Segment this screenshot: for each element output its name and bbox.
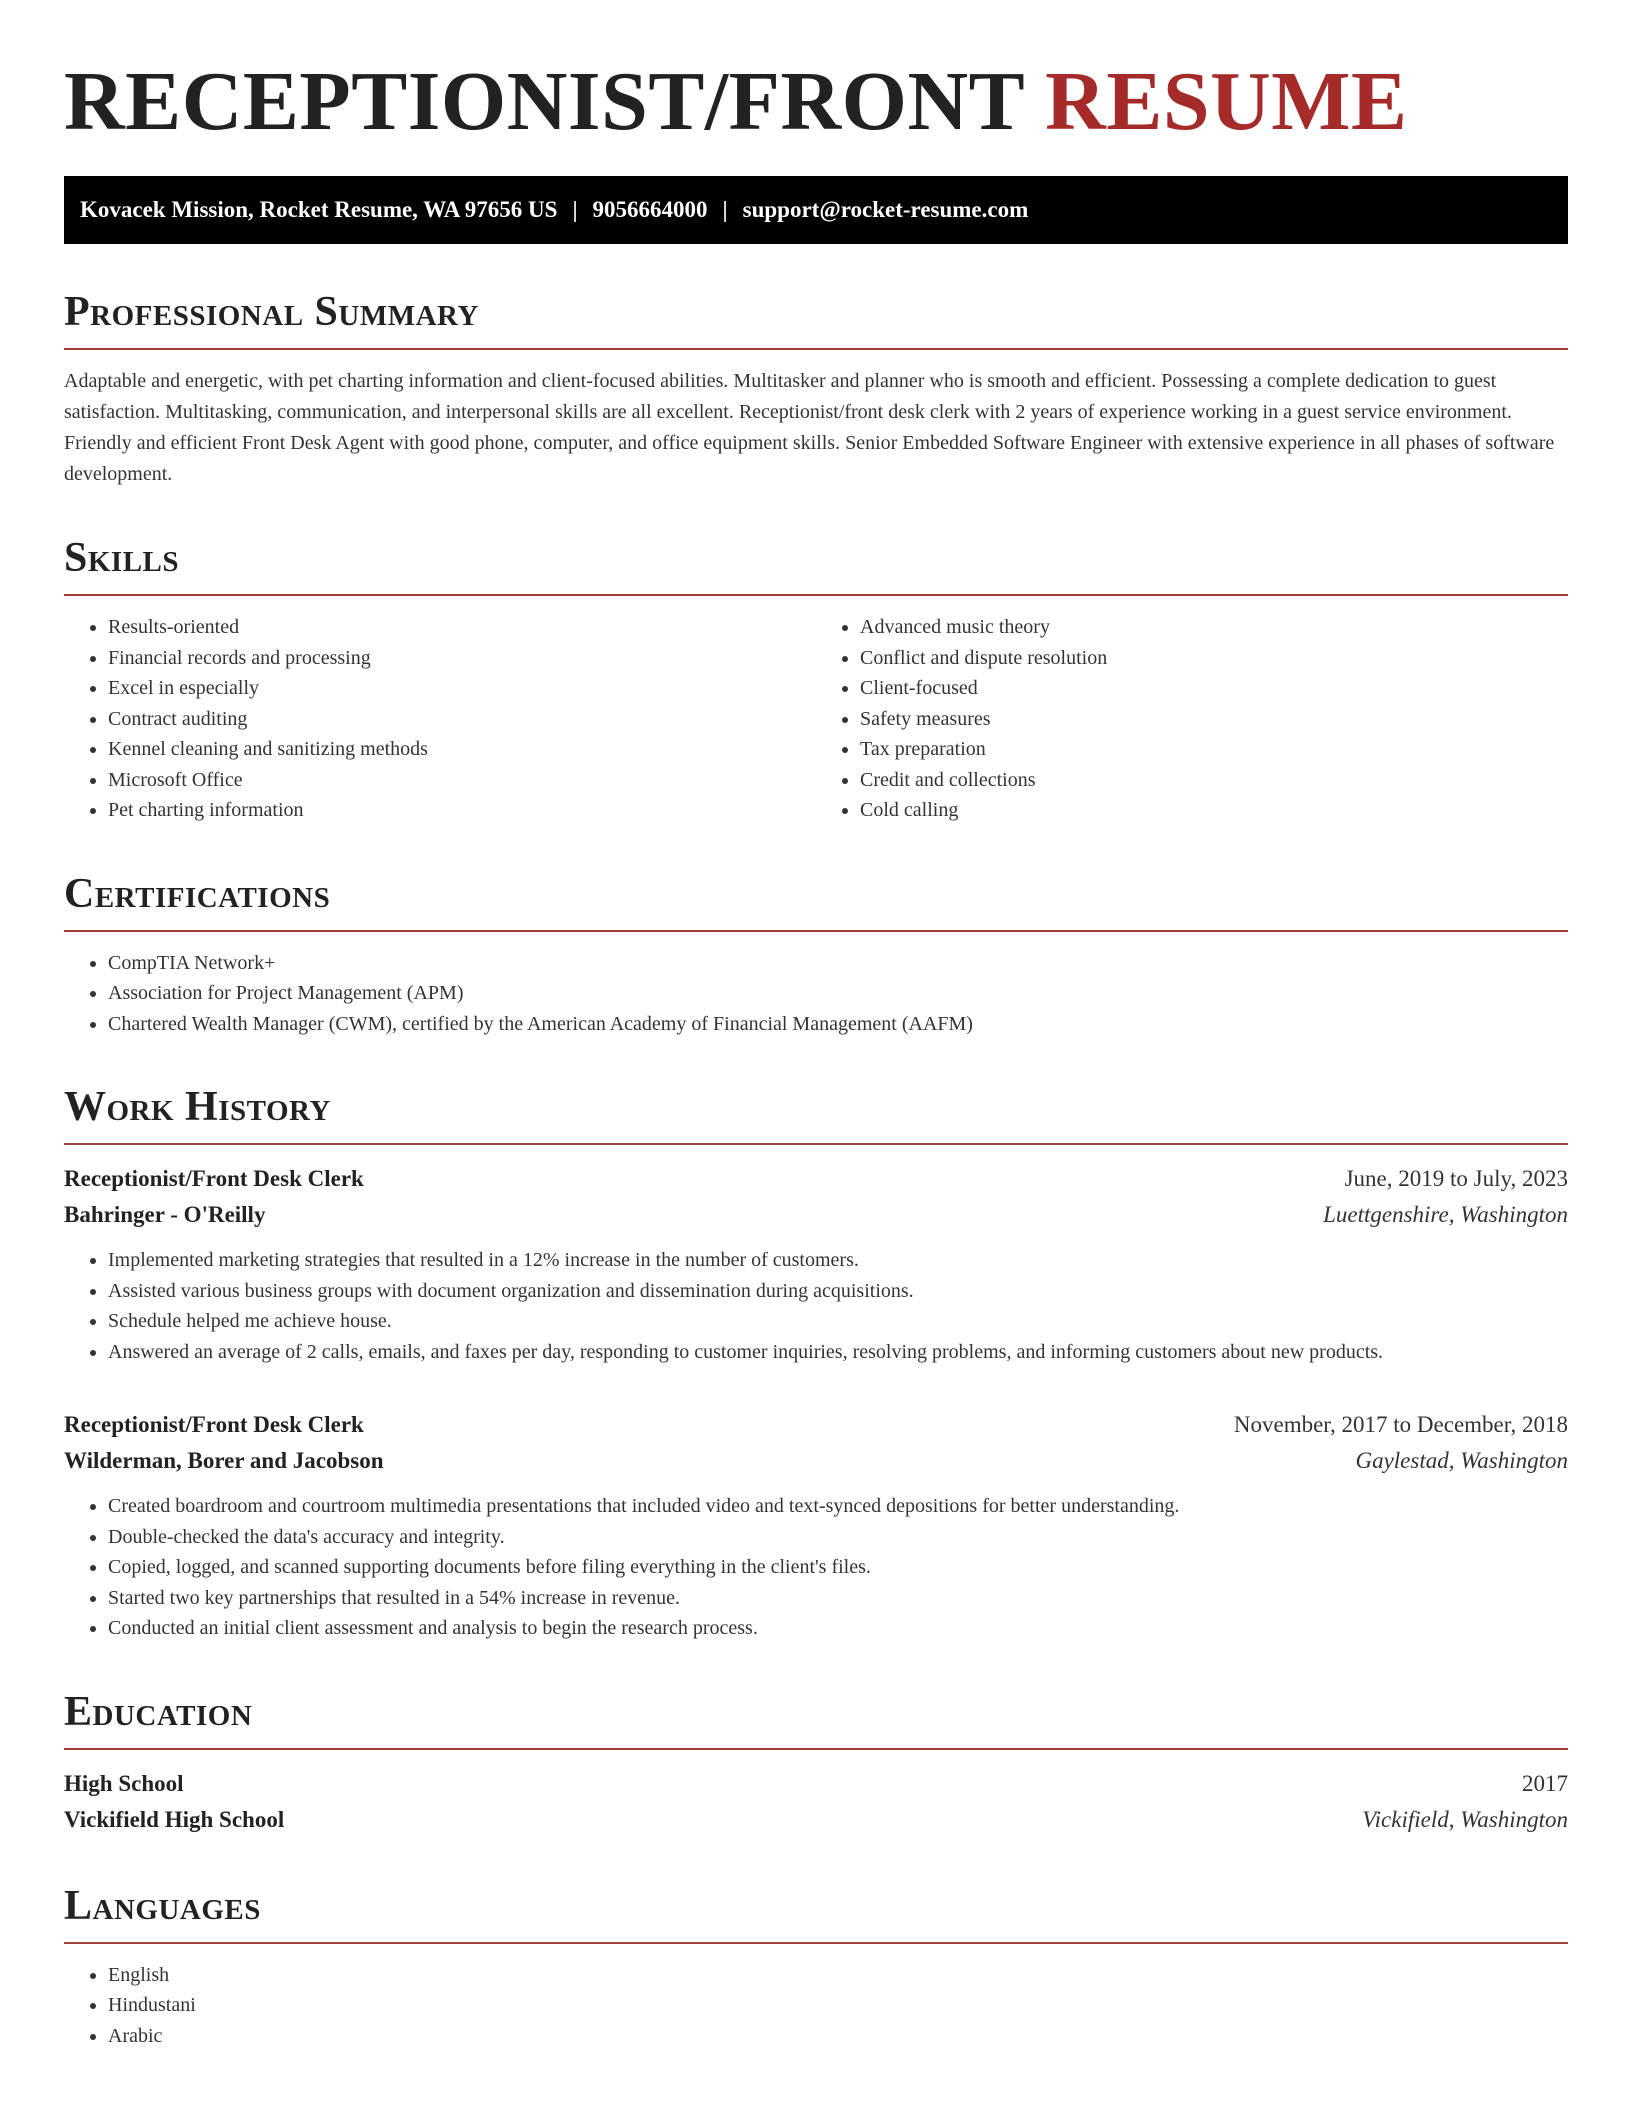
skill-item: • Safety measures: [860, 704, 1568, 735]
work-history-section: [64, 1083, 1568, 1644]
certification-item: • CompTIA Network+: [108, 948, 1568, 979]
skills-columns: [64, 612, 1568, 826]
education-entry: [64, 1766, 1568, 1838]
section-divider: [64, 1748, 1568, 1750]
job-duty-item: • Created boardroom and courtroom multimedia presentations that included video and text-synced depositions for better understanding.: [108, 1491, 1568, 1522]
job-duty-item: • Answered an average of 2 calls, emails, and faxes per day, responding to customer inquiries, resolving problems, and informing customers about new products.: [108, 1337, 1568, 1368]
resume-title-main: RECEPTIONIST/FRONT: [64, 55, 1024, 148]
education-degree: High School: [64, 1770, 184, 1796]
job-duty-item: • Conducted an initial client assessment and analysis to begin the research process.: [108, 1613, 1568, 1644]
skills-section: [64, 534, 1568, 826]
job-title: Receptionist/Front Desk Clerk: [64, 1412, 364, 1437]
certifications-heading: Certifications: [64, 870, 331, 917]
contact-separator: |: [722, 197, 728, 222]
job-duty-item: • Copied, logged, and scanned supporting documents before filing everything in the client's files.: [108, 1552, 1568, 1583]
skill-item: • Contract auditing: [108, 704, 816, 735]
contact-address: Kovacek Mission, Rocket Resume, WA 97656 US: [80, 197, 558, 222]
education-location: Vickifield, Washington: [1362, 1806, 1568, 1832]
certification-item: • Chartered Wealth Manager (CWM), certified by the American Academy of Financial Management (AAFM): [108, 1009, 1568, 1040]
job-entry: [64, 1161, 1568, 1367]
languages-list: [64, 1960, 1568, 2052]
job-dates: November, 2017 to December, 2018: [1233, 1412, 1568, 1437]
skill-item: • Results-oriented: [108, 612, 816, 643]
contact-phone: 9056664000: [592, 197, 708, 222]
education-year: 2017: [1522, 1770, 1568, 1796]
job-company: Bahringer - O'Reilly: [64, 1202, 266, 1227]
skills-list-left: [64, 612, 816, 826]
skill-item: • Pet charting information: [108, 795, 816, 826]
skill-item: • Client-focused: [860, 673, 1568, 704]
job-duties-list: [64, 1491, 1568, 1644]
skill-item: • Cold calling: [860, 795, 1568, 826]
work-history-heading: Work History: [64, 1084, 331, 1130]
skill-item: • Conflict and dispute resolution: [860, 643, 1568, 674]
certification-item: • Association for Project Management (APM): [108, 978, 1568, 1009]
summary-text: Adaptable and energetic, with pet charting information and client-focused abilities. Multitasker and planner who is smooth and efficient. Possessing a complete dedication to guest satisfaction. Multitasking, communication, and interpersonal skills are all excellent. Receptionist/front desk clerk with 2 years of experience working in a guest service environment. Friendly and efficient Front Desk Agent with good phone, computer, and office equipment skills. Senior Embedded Software Engineer with extensive experience in all phases of software development.: [64, 370, 1555, 485]
certifications-section: [64, 870, 1568, 1040]
contact-bar: [64, 176, 1568, 244]
job-company-row: [64, 1443, 1568, 1479]
skill-item: • Tax preparation: [860, 734, 1568, 765]
contact-email[interactable]: support@rocket-resume.com: [742, 197, 1029, 222]
job-duty-item: • Schedule helped me achieve house.: [108, 1306, 1568, 1337]
job-location: Gaylestad, Washington: [1355, 1448, 1568, 1473]
skill-item: • Excel in especially: [108, 673, 816, 704]
resume-title: [64, 52, 1568, 152]
job-header-row: [64, 1407, 1568, 1443]
job-title: Receptionist/Front Desk Clerk: [64, 1166, 364, 1191]
skills-list-right: [816, 612, 1568, 826]
section-divider: [64, 1942, 1568, 1944]
education-heading: Education: [64, 1688, 253, 1735]
language-item: • English: [108, 1960, 1568, 1991]
job-company: Wilderman, Borer and Jacobson: [64, 1448, 384, 1473]
language-item: • Hindustani: [108, 1990, 1568, 2021]
languages-section: [64, 1882, 1568, 2052]
skill-item: • Kennel cleaning and sanitizing methods: [108, 734, 816, 765]
job-duty-item: • Implemented marketing strategies that resulted in a 12% increase in the number of customers.: [108, 1245, 1568, 1276]
job-duty-item: • Double-checked the data's accuracy and integrity.: [108, 1522, 1568, 1553]
section-divider: [64, 930, 1568, 932]
section-divider: [64, 594, 1568, 596]
section-divider: [64, 1143, 1568, 1145]
job-header-row: [64, 1161, 1568, 1197]
summary-section: [64, 288, 1568, 490]
skill-item: • Credit and collections: [860, 765, 1568, 796]
skills-heading: Skills: [64, 535, 180, 581]
job-duty-item: • Assisted various business groups with document organization and dissemination during acquisitions.: [108, 1276, 1568, 1307]
languages-heading: Languages: [64, 1882, 261, 1929]
skill-item: • Microsoft Office: [108, 765, 816, 796]
job-entry: [64, 1407, 1568, 1644]
education-section: [64, 1688, 1568, 1838]
certifications-list: [64, 948, 1568, 1040]
job-dates: June, 2019 to July, 2023: [1344, 1166, 1568, 1191]
summary-heading: Professional Summary: [64, 289, 479, 335]
job-duty-item: • Started two key partnerships that resulted in a 54% increase in revenue.: [108, 1583, 1568, 1614]
education-school: Vickifield High School: [64, 1806, 285, 1832]
skill-item: • Financial records and processing: [108, 643, 816, 674]
job-company-row: [64, 1197, 1568, 1233]
job-duties-list: [64, 1245, 1568, 1367]
job-location: Luettgenshire, Washington: [1323, 1202, 1568, 1227]
education-school-row: [64, 1802, 1568, 1838]
section-divider: [64, 348, 1568, 350]
language-item: • Arabic: [108, 2021, 1568, 2052]
contact-separator: |: [572, 197, 578, 222]
resume-title-accent: RESUME: [1045, 55, 1408, 148]
skill-item: • Advanced music theory: [860, 612, 1568, 643]
education-degree-row: [64, 1766, 1568, 1802]
